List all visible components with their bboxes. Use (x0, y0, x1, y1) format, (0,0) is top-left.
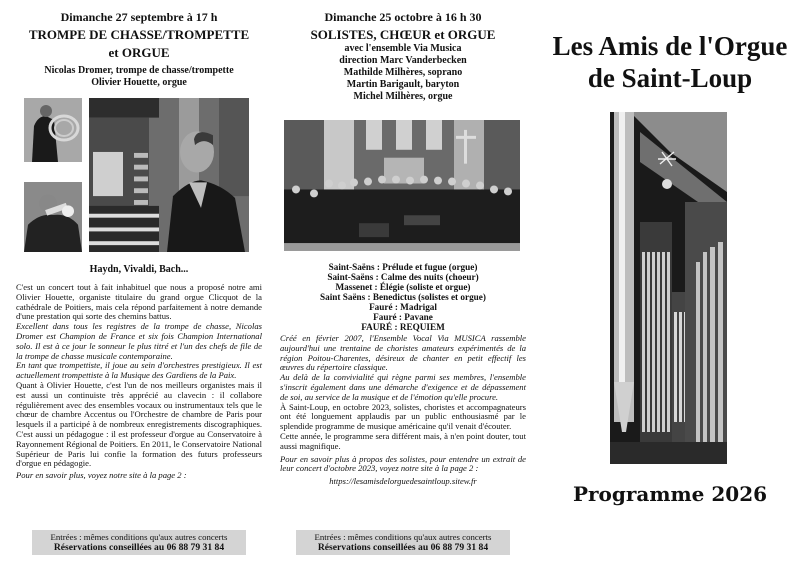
concert-1-performer: Olivier Houette, orgue (91, 77, 187, 88)
concert-2-paragraph: Au delà de la convivialité qui règne parmi ses membres, l'ensemble s'inscrit également dans une démarche d'exigence et de dépassement de soi, au service de la musique et de l'émotion qu'elle procure. (280, 372, 526, 402)
program-item: Fauré : Pavane (373, 312, 433, 322)
cover-title (540, 30, 800, 94)
concert-1-date: Dimanche 27 septembre à 17 h (60, 10, 218, 24)
concert-1-performer: Nicolas Dromer, trompe de chasse/trompette (44, 65, 234, 76)
reservation-phone: Réservations conseillées au 06 88 79 31 84 (53, 541, 225, 553)
concert-2-date: Dimanche 25 octobre à 16 h 30 (324, 10, 482, 24)
concert-2-performer: direction Marc Vanderbecken (339, 55, 467, 66)
cover-title-line1: Les Amis de l'Orgue (552, 31, 788, 61)
choir-in-church-photo (284, 120, 520, 251)
concert-1-composers: Haydn, Vivaldi, Bach... (89, 264, 189, 275)
program-item: Massenet : Élégie (soliste et orgue) (335, 282, 471, 292)
concert-1-paragraph: Quant à Olivier Houette, c'est l'un de nos meilleurs organistes mais il est aussi un continuiste très apprécié au clavecin : il collabore régulièrement avec des ensembles vocaux ou instrumentaux tels que le chœur de chambre Accentus ou l'Orchestre de chambre de Paris pour lesquels il a participé à de nombreux enregistrements discographiques. C'est aussi un pédagogue : il est professeur d'orgue au Conservatoire à Rayonnement Régional de Poitiers. En 2011, le Conservatoire National Supérieur de Paris lui confie la formation des futurs professeurs d'orgue en pédagogie. (16, 379, 262, 469)
concert-1-more-info: Pour en savoir plus, voyez notre site à la page 2 : (16, 470, 187, 481)
program-year-label: Programme 2026 (572, 482, 768, 506)
concert-1-panel (16, 0, 262, 565)
concert-2-title: SOLISTES, CHŒUR et ORGUE (310, 27, 496, 42)
organ-pipes-photo (610, 112, 727, 464)
concert-2-panel (280, 0, 526, 565)
concert-1-paragraph: Excellent dans tous les registres de la trompe de chasse, Nicolas Dromer est Champion de France et six fois Champion International solo. Il est à ce jour le sonneur le plus titré et l'un des chefs de file de la trompe de chasse musicale contemporaine. (16, 321, 262, 361)
entry-conditions: Entrées : mêmes conditions qu'aux autres concerts (314, 532, 492, 542)
entry-conditions: Entrées : mêmes conditions qu'aux autres concerts (50, 532, 228, 542)
concert-2-performer: Martin Barigault, baryton (346, 79, 460, 90)
program-item: FAURÉ : REQUIEM (361, 322, 445, 332)
concert-1-paragraph: C'est un concert tout à fait inhabituel que nous a proposé notre ami Olivier Houette, organiste titulaire du grand orgue Clicquot de la cathédrale de Poitiers, mais cela répond parfaitement à notre demande d'une prestation qui sorte des chemins battus. (16, 282, 262, 322)
horn-player-photo (24, 98, 82, 162)
concert-1-reservation-box (32, 530, 246, 555)
website-link[interactable]: https://lesamisdelorguedesaintloup.sitew.fr (329, 476, 477, 487)
program-item: Saint Saëns : Benedictus (solistes et orgue) (320, 292, 486, 302)
cover-panel (540, 0, 800, 565)
concert-1-description (16, 283, 262, 481)
concert-2-description (280, 334, 526, 487)
concert-2-program-list (280, 262, 526, 332)
concert-2-performer: Mathilde Milhères, soprano (343, 67, 463, 78)
concert-2-performer: avec l'ensemble Via Musica (344, 43, 462, 54)
program-item: Saint-Saëns : Prélude et fugue (orgue) (328, 262, 478, 272)
concert-2-reservation-box (296, 530, 510, 555)
cover-title-line2: de Saint-Loup (587, 63, 753, 93)
program-item: Saint-Saëns : Calme des nuits (choeur) (327, 272, 479, 282)
concert-1-title-line1: TROMPE DE CHASSE/TROMPETTE (28, 27, 250, 42)
concert-1-title-line2: et ORGUE (108, 45, 170, 60)
organist-at-console-photo (89, 98, 249, 252)
concert-2-performer: Michel Milhères, orgue (353, 91, 453, 102)
reservation-phone: Réservations conseillées au 06 88 79 31 84 (317, 541, 489, 553)
concert-2-paragraph: À Saint-Loup, en octobre 2023, solistes, choristes et accompagnateurs ont été longuement applaudis par un public enthousiasmé par le splendide programme de musique américaine qu'il venait d'écouter. (280, 401, 526, 432)
concert-1-paragraph: En tant que trompettiste, il joue au sein d'orchestres prestigieux. Il est actuellement trompettiste à la Musique des Gardiens de la Paix. (16, 360, 262, 381)
concert-2-paragraph: Cette année, le programme sera différent mais, à n'en point douter, tout aussi magnifique. (280, 430, 526, 451)
concert-2-paragraph: Créé en février 2007, l'Ensemble Vocal Via MUSICA rassemble aujourd'hui une trentaine de choristes amateurs expérimentés de la région Poitou-Charentes, désireux de chanter en petit effectif les œuvres du répertoire classique. (280, 333, 526, 373)
program-item: Fauré : Madrigal (369, 302, 437, 312)
concert-2-more-info: Pour en savoir plus à propos des solistes, pour entendre un extrait de leur concert d'octobre 2023, voyez notre site à la page 2 : (280, 453, 526, 474)
trumpet-player-photo (24, 182, 82, 252)
